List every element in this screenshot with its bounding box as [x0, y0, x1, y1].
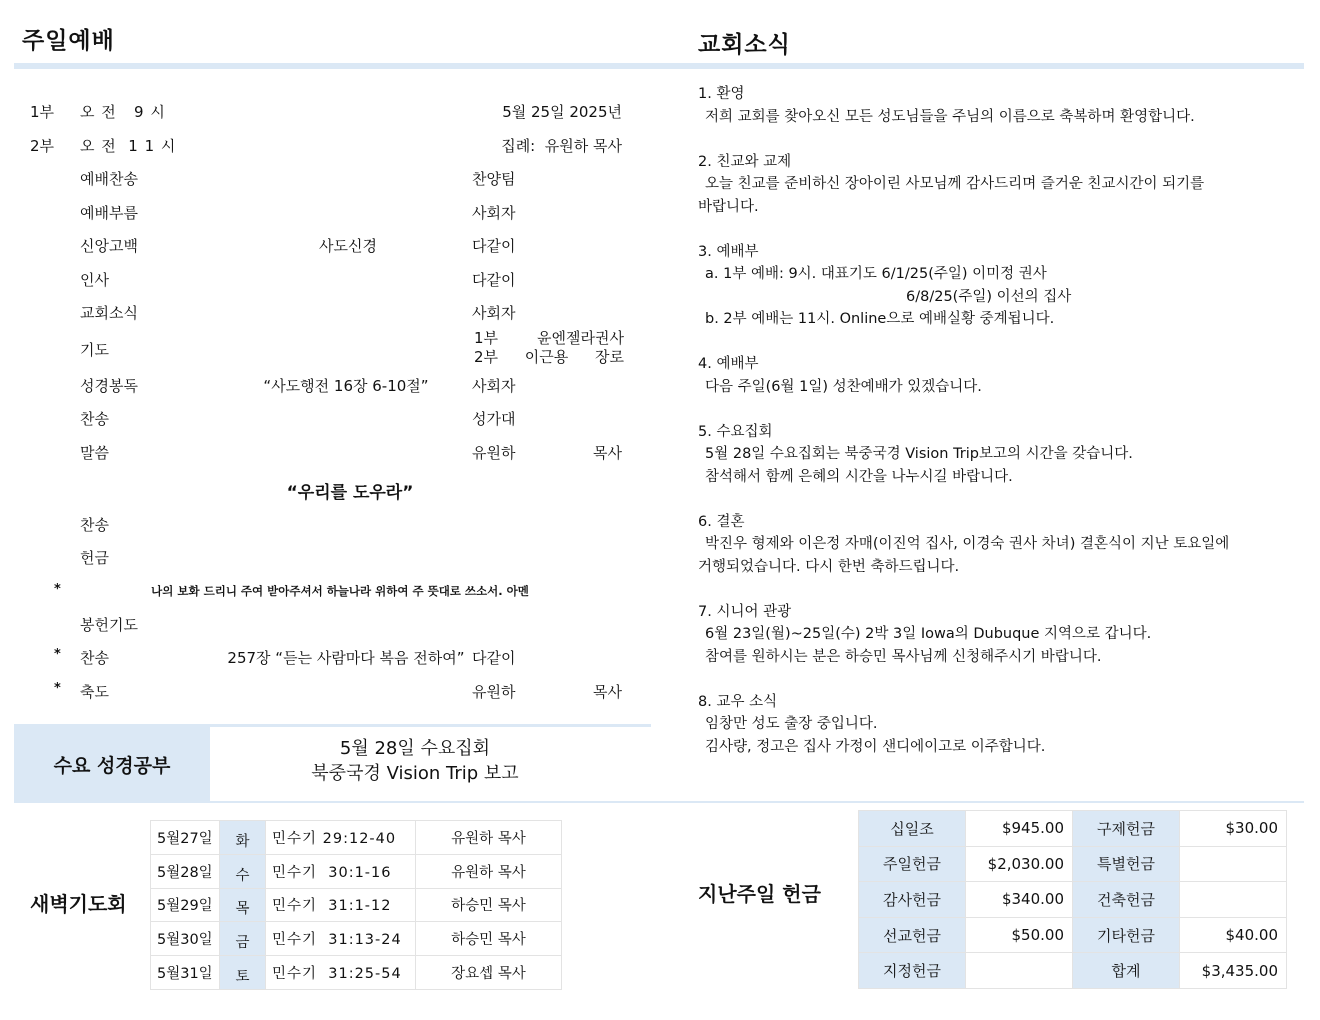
order-label: 찬송: [80, 649, 109, 667]
news-line: 박진우 형제와 이은정 자매(이진억 집사, 이경숙 권사 차녀) 결혼식이 지난 토요일에: [705, 536, 1230, 552]
dawn-leader: 유원하 목사: [416, 821, 562, 855]
news-line: 다음 주일(6월 1일) 성찬예배가 있겠습니다.: [705, 378, 982, 395]
offering-category: 감사헌금: [859, 882, 966, 918]
news-title: 교회소식: [698, 32, 791, 58]
offering-category: 구제헌금: [1073, 811, 1180, 847]
order-label: 축도: [80, 683, 109, 701]
news-heading: 8. 교우 소식: [698, 693, 778, 710]
order-leader: 다같이: [472, 649, 516, 667]
offering-amount: $340.00: [966, 882, 1073, 918]
scripture-reference: “사도행전 16장 6-10절”: [263, 377, 429, 395]
table-row: [859, 917, 1287, 953]
order-label: 인사: [80, 271, 109, 289]
dawn-day: 5월31일: [151, 956, 220, 990]
dawn-leader: 하승민 목사: [416, 922, 562, 956]
dawn-passage: 민수기 31:13-24: [266, 922, 416, 956]
offering-amount: $2,030.00: [966, 846, 1073, 882]
offering-amount: [1180, 882, 1287, 918]
news-heading: 1. 환영: [698, 86, 745, 102]
offering-category: 지정헌금: [859, 953, 966, 989]
table-row: [859, 846, 1287, 882]
prayer-leader-1: 1부 윤엔젤라권사: [474, 329, 624, 347]
order-label: 기도: [80, 341, 109, 359]
sermon-title: “우리를 도우라”: [286, 483, 414, 503]
offering-amount: $30.00: [1180, 811, 1287, 847]
news-heading: 4. 예배부: [698, 356, 759, 372]
news-heading: 3. 예배부: [698, 243, 759, 260]
offering-amount: $50.00: [966, 917, 1073, 953]
news-line: 참여를 원하시는 분은 하승민 목사님께 신청해주시기 바랍니다.: [705, 648, 1102, 665]
news-line: 오늘 친교를 준비하신 장아이린 사모님께 감사드리며 즐거운 친교시간이 되기를: [705, 176, 1205, 192]
dawn-day: 5월28일: [151, 854, 220, 888]
dawn-weekday: 토: [220, 956, 266, 990]
order-leader: 유원하 목사: [472, 683, 622, 701]
offering-category: 기타헌금: [1073, 917, 1180, 953]
dawn-leader: 하승민 목사: [416, 888, 562, 922]
news-line: 저희 교회를 찾아오신 모든 성도님들을 주님의 이름으로 축복하며 환영합니다.: [705, 108, 1195, 125]
news-item: [698, 421, 1278, 489]
order-label: 교회소식: [80, 304, 138, 322]
table-row: [151, 956, 562, 990]
order-leader: 찬양팀: [472, 170, 516, 188]
news-item: [698, 83, 1278, 128]
offering-category: 선교헌금: [859, 917, 966, 953]
table-row: [859, 882, 1287, 918]
wednesday-line-1: 5월 28일 수요집회: [339, 738, 491, 759]
order-label: 신앙고백: [80, 237, 138, 255]
table-row: [859, 953, 1287, 989]
order-leader: 다같이: [472, 271, 516, 289]
offering-prayer-text: 나의 보화 드리니 주여 받아주셔서 하늘나라 위하여 주 뜻대로 쓰소서. 아멘: [151, 584, 529, 598]
news-heading: 5. 수요집회: [698, 423, 773, 440]
table-row: [151, 888, 562, 922]
dawn-weekday: 금: [220, 922, 266, 956]
dawn-weekday: 목: [220, 888, 266, 922]
order-label: 헌금: [80, 549, 109, 567]
offering-category: 건축헌금: [1073, 882, 1180, 918]
star-mark: *: [54, 647, 61, 662]
order-label: 성경봉독: [80, 377, 138, 395]
offering-label: 지난주일 헌금: [698, 882, 821, 906]
officiant: 집례: 유원하 목사: [501, 137, 622, 155]
dawn-prayer-label: 새벽기도회: [30, 892, 127, 916]
order-label: 예배부름: [80, 204, 138, 222]
table-row: [151, 821, 562, 855]
dawn-day: 5월30일: [151, 922, 220, 956]
dawn-passage: 민수기 30:1-16: [266, 854, 416, 888]
order-leader: 유원하 목사: [472, 444, 622, 462]
dawn-passage: 민수기 31:1-12: [266, 888, 416, 922]
dawn-passage: 민수기 31:25-54: [266, 956, 416, 990]
order-leader: 성가대: [472, 410, 516, 428]
offering-amount: [966, 953, 1073, 989]
order-label: 찬송: [80, 516, 109, 534]
worship-title: 주일예배: [22, 28, 115, 54]
prayer-leader-2: 2부 이근용 장로: [474, 348, 624, 366]
news-line: 김사량, 정고은 집사 가정이 샌디에이고로 이주합니다.: [705, 738, 1046, 755]
news-item: [698, 511, 1278, 579]
dawn-leader: 장요셉 목사: [416, 956, 562, 990]
news-heading: 6. 결혼: [698, 513, 745, 530]
hymn-title: 257장 “듣는 사람마다 복음 전하여”: [227, 649, 465, 667]
order-detail: 사도신경: [319, 237, 377, 255]
dawn-leader: 유원하 목사: [416, 854, 562, 888]
dawn-passage: 민수기 29:12-40: [266, 821, 416, 855]
star-mark: *: [54, 681, 61, 696]
news-line: 6/8/25(주일) 이선의 집사: [906, 288, 1072, 305]
order-leader: 사회자: [472, 377, 516, 395]
offering-category: 십일조: [859, 811, 966, 847]
wednesday-label: 수요 성경공부: [14, 727, 210, 802]
offering-category: 합계: [1073, 953, 1180, 989]
service-time: 오 전 1 1 시: [80, 137, 177, 155]
order-label: 봉헌기도: [80, 616, 138, 634]
service-date: 5월 25일 2025년: [502, 103, 622, 121]
news-heading: 2. 친교와 교제: [698, 153, 792, 170]
order-label: 말씀: [80, 444, 109, 462]
prayer-leaders: [474, 329, 624, 367]
table-row: [859, 811, 1287, 847]
offering-amount: $945.00: [966, 811, 1073, 847]
wednesday-info: [210, 736, 620, 786]
news-line: 5월 28일 수요집회는 북중국경 Vision Trip보고의 시간을 갖습니다.: [705, 446, 1133, 462]
order-label: 찬송: [80, 410, 109, 428]
order-leader: 사회자: [472, 304, 516, 322]
dawn-prayer-table: [150, 820, 562, 990]
mid-divider: [14, 801, 1304, 803]
order-label: 예배찬송: [80, 170, 138, 188]
dawn-day: 5월29일: [151, 888, 220, 922]
dawn-weekday: 화: [220, 821, 266, 855]
news-line: 참석해서 함께 은혜의 시간을 나누시길 바랍니다.: [705, 468, 1013, 485]
order-leader: 사회자: [472, 204, 516, 222]
news-item: [698, 151, 1278, 219]
church-news: [698, 83, 1278, 781]
news-line: b. 2부 예배는 11시. Online으로 예배실황 중계됩니다.: [705, 311, 1055, 327]
table-row: [151, 854, 562, 888]
news-item: [698, 691, 1278, 759]
news-line: 6월 23일(월)~25일(수) 2박 3일 Iowa의 Dubuque 지역으로 갑니다.: [705, 626, 1152, 642]
dawn-day: 5월27일: [151, 821, 220, 855]
offering-table: [858, 810, 1287, 989]
offering-category: 주일헌금: [859, 846, 966, 882]
service-number: 1부: [30, 103, 55, 121]
service-time: 오 전 9 시: [80, 103, 166, 121]
offering-amount: $40.00: [1180, 917, 1287, 953]
news-line: a. 1부 예배: 9시. 대표기도 6/1/25(주일) 이미정 권사: [705, 266, 1047, 282]
service-number: 2부: [30, 137, 55, 155]
news-item: [698, 353, 1278, 398]
news-item: [698, 601, 1278, 669]
wednesday-line-2: 북중국경 Vision Trip 보고: [311, 763, 519, 784]
table-row: [151, 922, 562, 956]
offering-category: 특별헌금: [1073, 846, 1180, 882]
offering-amount: [1180, 846, 1287, 882]
news-line: 거행되었습니다. 다시 한번 축하드립니다.: [698, 558, 960, 575]
dawn-weekday: 수: [220, 854, 266, 888]
news-line: 바랍니다.: [698, 198, 759, 215]
offering-amount: $3,435.00: [1180, 953, 1287, 989]
top-divider: [14, 63, 1304, 69]
star-mark: *: [54, 582, 61, 597]
news-line: 임창만 성도 출장 중입니다.: [705, 716, 878, 732]
news-heading: 7. 시니어 관광: [698, 603, 792, 620]
order-leader: 다같이: [472, 237, 516, 255]
news-item: [698, 241, 1278, 331]
